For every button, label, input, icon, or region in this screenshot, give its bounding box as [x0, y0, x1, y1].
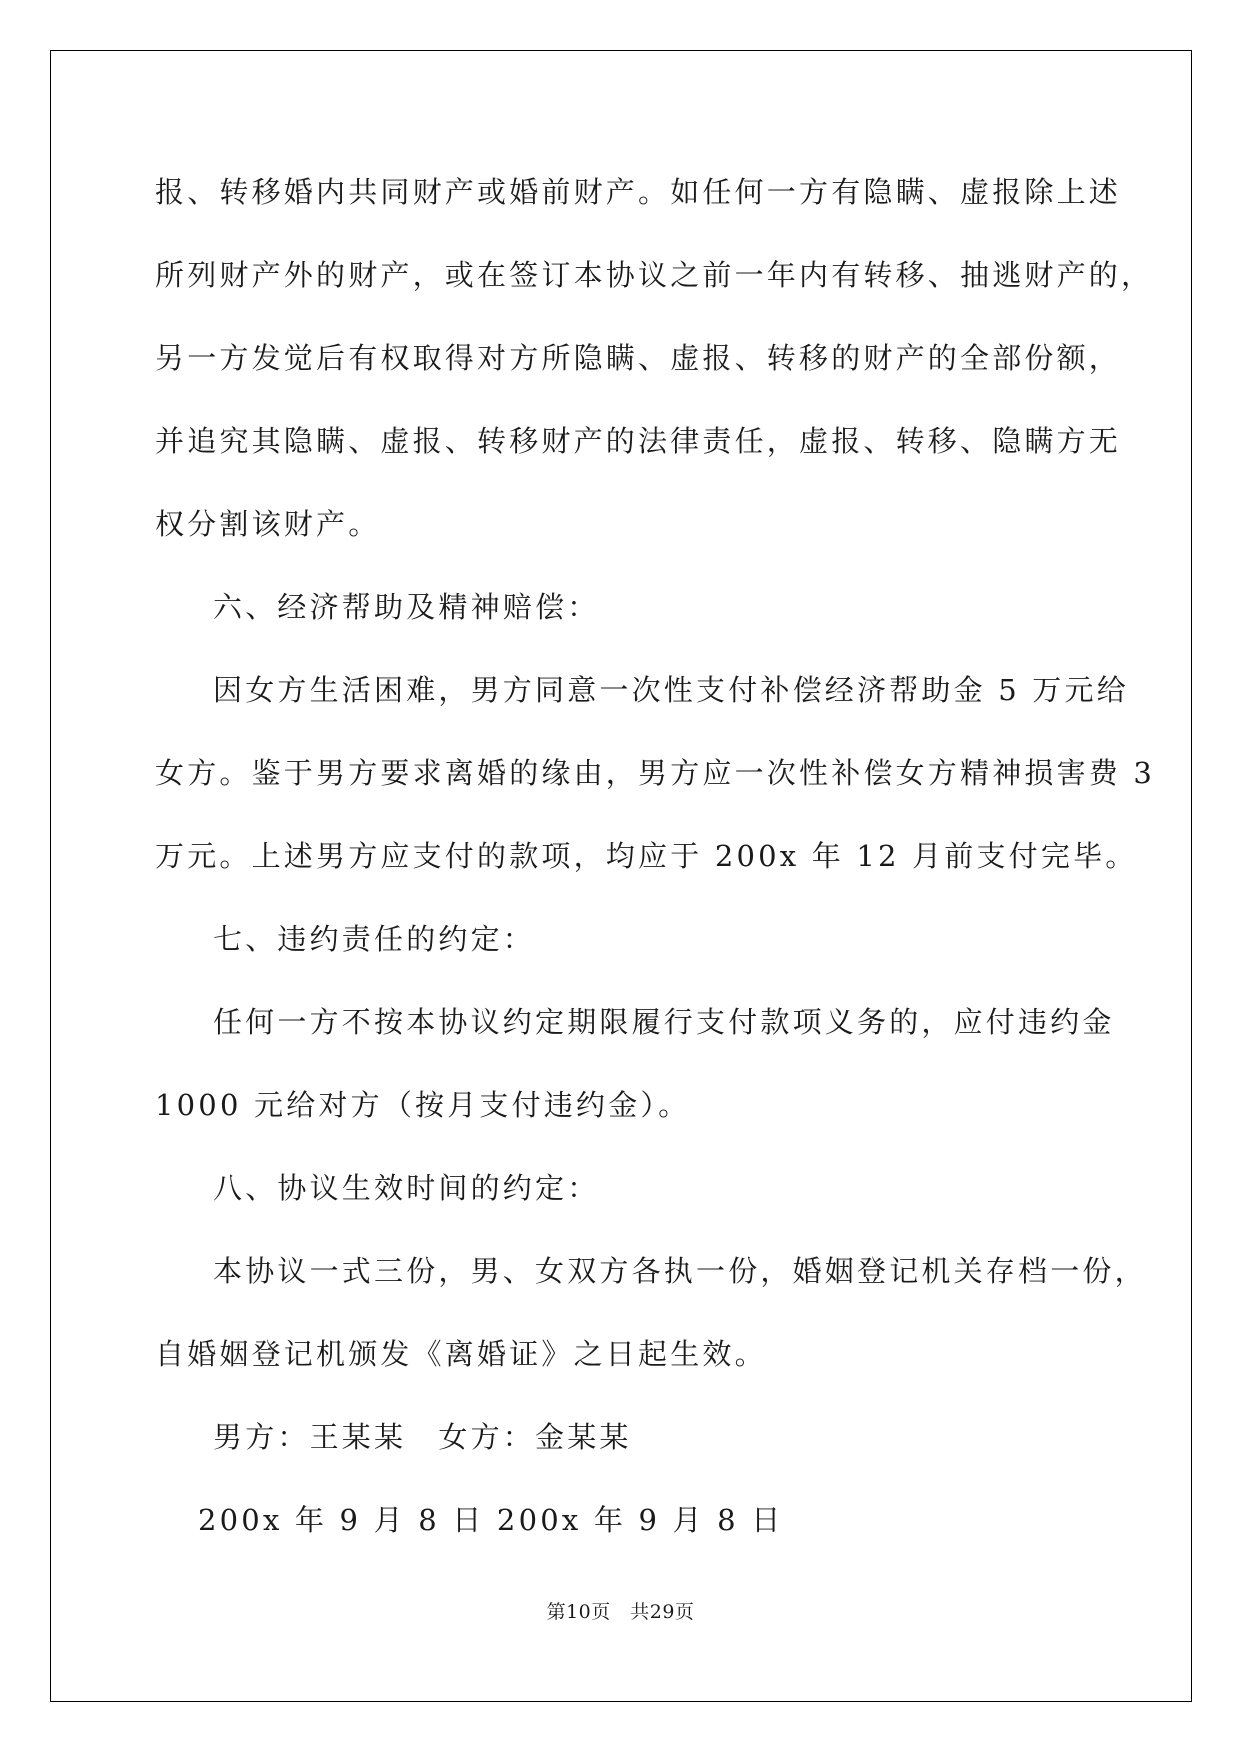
- body-line: 因女方生活困难，男方同意一次性支付补偿经济帮助金 5 万元给: [213, 673, 1129, 707]
- body-line: 权分割该财产。: [155, 507, 381, 541]
- body-line: 女方。鉴于男方要求离婚的缘由，男方应一次性补偿女方精神损害费 3: [155, 756, 1156, 790]
- body-line: 报、转移婚内共同财产或婚前财产。如任何一方有隐瞒、虚报除上述: [155, 175, 1122, 209]
- body-line: 并追究其隐瞒、虚报、转移财产的法律责任，虚报、转移、隐瞒方无: [155, 424, 1122, 458]
- body-line: 另一方发觉后有权取得对方所隐瞒、虚报、转移的财产的全部份额，: [155, 341, 1122, 375]
- page-footer: 第10页 共29页: [546, 1601, 695, 1623]
- date-line: 200x 年 9 月 8 日 200x 年 9 月 8 日: [198, 1503, 784, 1537]
- body-line: 所列财产外的财产，或在签订本协议之前一年内有转移、抽逃财产的，: [155, 258, 1154, 292]
- section-heading-7: 七、违约责任的约定：: [213, 922, 536, 956]
- body-line: 本协议一式三份，男、女双方各执一份，婚姻登记机关存档一份，: [213, 1254, 1147, 1288]
- section-heading-8: 八、协议生效时间的约定：: [213, 1171, 600, 1205]
- signature-line: 男方：王某某 女方：金某某: [213, 1420, 632, 1454]
- section-heading-6: 六、经济帮助及精神赔偿：: [213, 590, 600, 624]
- body-line: 自婚姻登记机颁发《离婚证》之日起生效。: [155, 1337, 767, 1371]
- body-line: 任何一方不按本协议约定期限履行支付款项义务的，应付违约金: [213, 1005, 1115, 1039]
- body-line: 万元。上述男方应支付的款项，均应于 200x 年 12 月前支付完毕。: [155, 839, 1138, 873]
- body-line: 1000 元给对方（按月支付违约金）。: [155, 1088, 691, 1122]
